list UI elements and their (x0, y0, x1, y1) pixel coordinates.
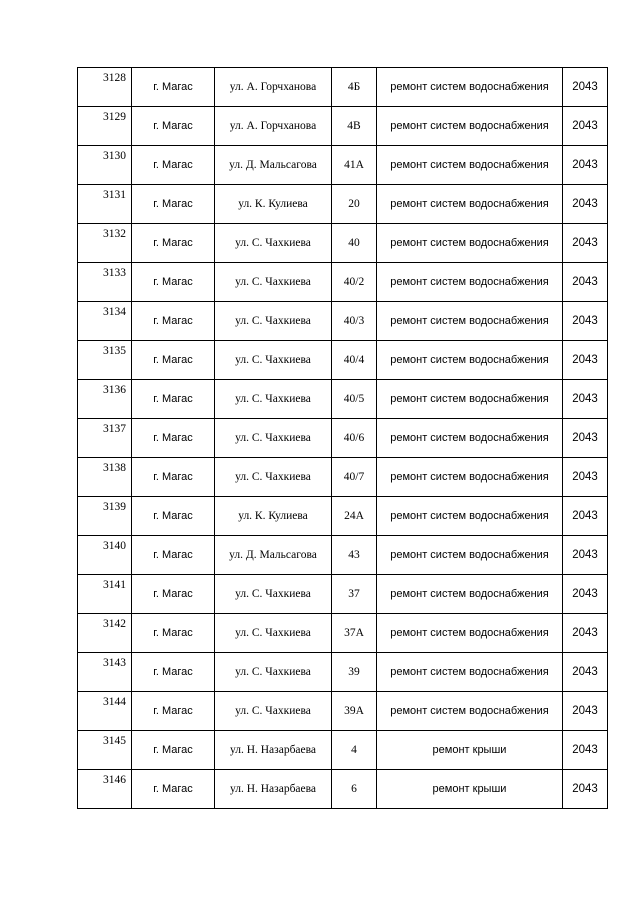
house-number-cell: 40/5 (332, 380, 377, 419)
city-cell: г. Магас (132, 380, 215, 419)
street-cell: ул. Н. Назарбаева (215, 731, 332, 770)
year-cell: 2043 (563, 185, 608, 224)
year-cell: 2043 (563, 731, 608, 770)
street-cell: ул. Д. Мальсагова (215, 146, 332, 185)
year-cell: 2043 (563, 575, 608, 614)
year-cell: 2043 (563, 341, 608, 380)
street-cell: ул. С. Чахкиева (215, 263, 332, 302)
table-row (78, 302, 608, 341)
street-cell: ул. С. Чахкиева (215, 653, 332, 692)
street-cell: ул. С. Чахкиева (215, 419, 332, 458)
street-cell: ул. С. Чахкиева (215, 380, 332, 419)
table-row (78, 692, 608, 731)
street-cell: ул. С. Чахкиева (215, 614, 332, 653)
street-cell: ул. С. Чахкиева (215, 224, 332, 263)
street-cell: ул. Д. Мальсагова (215, 536, 332, 575)
city-cell: г. Магас (132, 731, 215, 770)
city-cell: г. Магас (132, 536, 215, 575)
city-cell: г. Магас (132, 224, 215, 263)
row-number: 3141 (78, 575, 132, 614)
row-number: 3144 (78, 692, 132, 731)
year-cell: 2043 (563, 146, 608, 185)
table-row (78, 458, 608, 497)
row-number: 3128 (78, 68, 132, 107)
city-cell: г. Магас (132, 419, 215, 458)
row-number: 3140 (78, 536, 132, 575)
repair-type-cell: ремонт систем водоснабжения (377, 224, 563, 263)
house-number-cell: 40/6 (332, 419, 377, 458)
street-cell: ул. А. Горчханова (215, 68, 332, 107)
table-row (78, 614, 608, 653)
house-number-cell: 4В (332, 107, 377, 146)
repair-type-cell: ремонт крыши (377, 770, 563, 809)
row-number: 3136 (78, 380, 132, 419)
repair-type-cell: ремонт систем водоснабжения (377, 263, 563, 302)
street-cell: ул. С. Чахкиева (215, 692, 332, 731)
year-cell: 2043 (563, 497, 608, 536)
city-cell: г. Магас (132, 653, 215, 692)
repair-type-cell: ремонт систем водоснабжения (377, 107, 563, 146)
street-cell: ул. С. Чахкиева (215, 302, 332, 341)
city-cell: г. Магас (132, 692, 215, 731)
row-number: 3138 (78, 458, 132, 497)
city-cell: г. Магас (132, 575, 215, 614)
street-cell: ул. А. Горчханова (215, 107, 332, 146)
table-row (78, 731, 608, 770)
row-number: 3142 (78, 614, 132, 653)
row-number: 3130 (78, 146, 132, 185)
house-number-cell: 40/4 (332, 341, 377, 380)
repair-type-cell: ремонт систем водоснабжения (377, 380, 563, 419)
city-cell: г. Магас (132, 458, 215, 497)
repair-type-cell: ремонт систем водоснабжения (377, 497, 563, 536)
repair-type-cell: ремонт систем водоснабжения (377, 614, 563, 653)
repair-type-cell: ремонт крыши (377, 731, 563, 770)
row-number: 3135 (78, 341, 132, 380)
year-cell: 2043 (563, 107, 608, 146)
house-number-cell: 20 (332, 185, 377, 224)
row-number: 3146 (78, 770, 132, 809)
table-row (78, 770, 608, 809)
year-cell: 2043 (563, 536, 608, 575)
year-cell: 2043 (563, 302, 608, 341)
city-cell: г. Магас (132, 770, 215, 809)
row-number: 3131 (78, 185, 132, 224)
house-number-cell: 39А (332, 692, 377, 731)
house-number-cell: 6 (332, 770, 377, 809)
city-cell: г. Магас (132, 68, 215, 107)
repair-type-cell: ремонт систем водоснабжения (377, 692, 563, 731)
table-row (78, 68, 608, 107)
house-number-cell: 39 (332, 653, 377, 692)
table-row (78, 380, 608, 419)
repair-type-cell: ремонт систем водоснабжения (377, 653, 563, 692)
year-cell: 2043 (563, 458, 608, 497)
street-cell: ул. С. Чахкиева (215, 575, 332, 614)
house-number-cell: 24А (332, 497, 377, 536)
city-cell: г. Магас (132, 614, 215, 653)
table-row (78, 107, 608, 146)
row-number: 3134 (78, 302, 132, 341)
table-row (78, 419, 608, 458)
repair-type-cell: ремонт систем водоснабжения (377, 458, 563, 497)
repair-type-cell: ремонт систем водоснабжения (377, 146, 563, 185)
house-number-cell: 4 (332, 731, 377, 770)
city-cell: г. Магас (132, 263, 215, 302)
repair-type-cell: ремонт систем водоснабжения (377, 185, 563, 224)
house-number-cell: 43 (332, 536, 377, 575)
house-number-cell: 40/7 (332, 458, 377, 497)
city-cell: г. Магас (132, 185, 215, 224)
table-body (78, 68, 608, 809)
table-row (78, 536, 608, 575)
year-cell: 2043 (563, 653, 608, 692)
house-number-cell: 40/3 (332, 302, 377, 341)
repair-type-cell: ремонт систем водоснабжения (377, 536, 563, 575)
street-cell: ул. С. Чахкиева (215, 341, 332, 380)
year-cell: 2043 (563, 614, 608, 653)
row-number: 3137 (78, 419, 132, 458)
repair-type-cell: ремонт систем водоснабжения (377, 341, 563, 380)
year-cell: 2043 (563, 770, 608, 809)
city-cell: г. Магас (132, 341, 215, 380)
row-number: 3145 (78, 731, 132, 770)
house-number-cell: 37 (332, 575, 377, 614)
street-cell: ул. С. Чахкиева (215, 458, 332, 497)
table-row (78, 263, 608, 302)
row-number: 3133 (78, 263, 132, 302)
repair-schedule-table (77, 67, 608, 809)
year-cell: 2043 (563, 419, 608, 458)
table-row (78, 185, 608, 224)
repair-type-cell: ремонт систем водоснабжения (377, 419, 563, 458)
repair-type-cell: ремонт систем водоснабжения (377, 575, 563, 614)
table-row (78, 224, 608, 263)
year-cell: 2043 (563, 224, 608, 263)
row-number: 3143 (78, 653, 132, 692)
year-cell: 2043 (563, 380, 608, 419)
year-cell: 2043 (563, 68, 608, 107)
table-row (78, 653, 608, 692)
city-cell: г. Магас (132, 302, 215, 341)
repair-type-cell: ремонт систем водоснабжения (377, 68, 563, 107)
table-row (78, 341, 608, 380)
table-row (78, 575, 608, 614)
house-number-cell: 4Б (332, 68, 377, 107)
row-number: 3129 (78, 107, 132, 146)
street-cell: ул. К. Кулиева (215, 185, 332, 224)
street-cell: ул. К. Кулиева (215, 497, 332, 536)
house-number-cell: 40/2 (332, 263, 377, 302)
repair-type-cell: ремонт систем водоснабжения (377, 302, 563, 341)
house-number-cell: 41А (332, 146, 377, 185)
table-row (78, 497, 608, 536)
row-number: 3132 (78, 224, 132, 263)
city-cell: г. Магас (132, 107, 215, 146)
table-row (78, 146, 608, 185)
city-cell: г. Магас (132, 146, 215, 185)
house-number-cell: 37А (332, 614, 377, 653)
row-number: 3139 (78, 497, 132, 536)
year-cell: 2043 (563, 692, 608, 731)
city-cell: г. Магас (132, 497, 215, 536)
house-number-cell: 40 (332, 224, 377, 263)
year-cell: 2043 (563, 263, 608, 302)
street-cell: ул. Н. Назарбаева (215, 770, 332, 809)
